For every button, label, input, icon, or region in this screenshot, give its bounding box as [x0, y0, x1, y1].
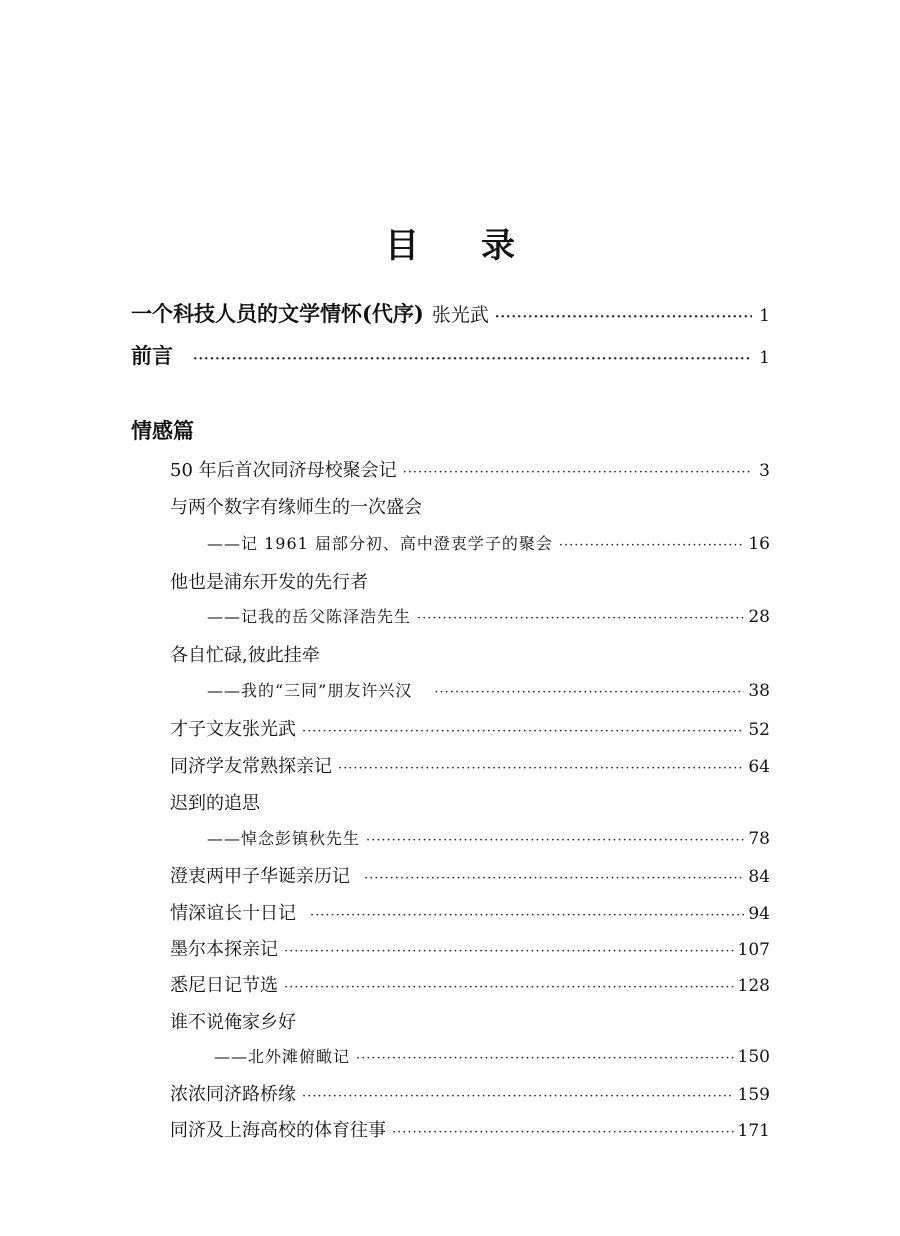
leader-dots	[302, 1089, 734, 1104]
toc-entry-page: 159	[737, 1085, 770, 1105]
toc-entry-heading[interactable]: 迟到的追思	[170, 793, 260, 814]
toc-entry-subtitle[interactable]	[207, 678, 770, 701]
leader-dots	[284, 980, 734, 995]
page-title	[0, 222, 900, 270]
toc-entry-label: 同济及上海高校的体育往事	[170, 1120, 386, 1141]
toc-entry-subtitle[interactable]	[207, 531, 770, 554]
leader-dots	[310, 908, 744, 923]
toc-entry[interactable]	[170, 1116, 770, 1142]
toc-entry[interactable]	[170, 935, 770, 961]
toc-entry-label: 墨尔本探亲记	[170, 939, 278, 960]
toc-entry-label: 50 年后首次同济母校聚会记	[170, 460, 397, 481]
toc-entry-page: 3	[759, 461, 770, 481]
toc-entry-label: ——记我的岳父陈泽浩先生	[207, 607, 412, 626]
leader-dots	[392, 1125, 734, 1140]
title-char-1: 目	[385, 226, 419, 266]
toc-entry-label: 情深谊长十日记	[170, 903, 296, 924]
toc-entry-subtitle[interactable]	[207, 604, 770, 627]
toc-entry-preface-foreword[interactable]	[131, 298, 770, 328]
section-heading: 情感篇	[131, 418, 194, 443]
toc-entry-heading[interactable]: 各自忙碌,彼此挂牵	[170, 645, 320, 666]
toc-entry-page: 1	[759, 306, 770, 326]
toc-entry[interactable]	[170, 456, 770, 482]
toc-entry-page: 94	[748, 904, 770, 924]
toc-entry[interactable]	[170, 971, 770, 997]
toc-entry-page: 171	[737, 1121, 770, 1141]
toc-entry-label: ——记 1961 届部分初、高中澄衷学子的聚会	[207, 534, 553, 553]
toc-entry[interactable]	[170, 1080, 770, 1106]
leader-dots	[403, 465, 752, 480]
toc-entry[interactable]	[170, 899, 770, 925]
toc-entry-label: 才子文友张光武	[170, 719, 296, 740]
toc-entry-heading[interactable]: 谁不说俺家乡好	[170, 1012, 296, 1033]
toc-entry-heading[interactable]: 他也是浦东开发的先行者	[170, 572, 368, 593]
toc-entry-label: ——北外滩俯瞰记	[214, 1047, 351, 1066]
toc-entry-label: 前言	[131, 343, 173, 368]
toc-entry-label: 澄衷两甲子华诞亲历记	[170, 866, 350, 887]
toc-entry-label: 悉尼日记节选	[170, 975, 278, 996]
toc-entry-label: ——悼念彭镇秋先生	[207, 829, 361, 848]
toc-entry-label: 同济学友常熟探亲记	[170, 756, 332, 777]
toc-entry-subtitle[interactable]	[207, 826, 770, 849]
toc-entry-page: 84	[748, 867, 770, 887]
leader-dots	[417, 611, 744, 626]
leader-dots	[366, 833, 744, 848]
toc-entry[interactable]	[170, 715, 770, 741]
leader-dots	[193, 352, 752, 367]
leader-dots	[356, 1051, 734, 1066]
toc-entry-foreword[interactable]	[131, 340, 770, 370]
toc-entry-subtitle[interactable]	[214, 1044, 770, 1067]
leader-dots	[338, 761, 744, 776]
leader-dots	[559, 538, 744, 553]
toc-entry-page: 16	[748, 534, 770, 554]
toc-entry-page: 150	[737, 1047, 770, 1067]
toc-entry-page: 78	[748, 829, 770, 849]
toc-entry-page: 107	[737, 940, 770, 960]
toc-entry[interactable]	[170, 752, 770, 778]
toc-entry-page: 64	[748, 757, 770, 777]
toc-entry-page: 28	[748, 607, 770, 627]
toc-entry-page: 1	[759, 348, 770, 368]
toc-entry-page: 52	[748, 720, 770, 740]
toc-entry-label: 一个科技人员的文学情怀(代序)	[131, 301, 424, 326]
leader-dots	[302, 724, 744, 739]
toc-entry-label: 浓浓同济路桥缘	[170, 1084, 296, 1105]
toc-entry-label: ——我的“三同”朋友许兴汉	[207, 681, 413, 700]
leader-dots	[364, 871, 744, 886]
toc-entry[interactable]	[170, 862, 770, 888]
toc-entry-heading[interactable]: 与两个数字有缘师生的一次盛会	[170, 497, 422, 518]
toc-entry-page: 128	[737, 976, 770, 996]
toc-entry-page: 38	[748, 681, 770, 701]
leader-dots	[284, 944, 734, 959]
leader-dots	[495, 310, 752, 325]
title-char-2: 录	[481, 226, 515, 266]
toc-entry-author: 张光武	[431, 304, 489, 326]
leader-dots	[434, 685, 744, 700]
